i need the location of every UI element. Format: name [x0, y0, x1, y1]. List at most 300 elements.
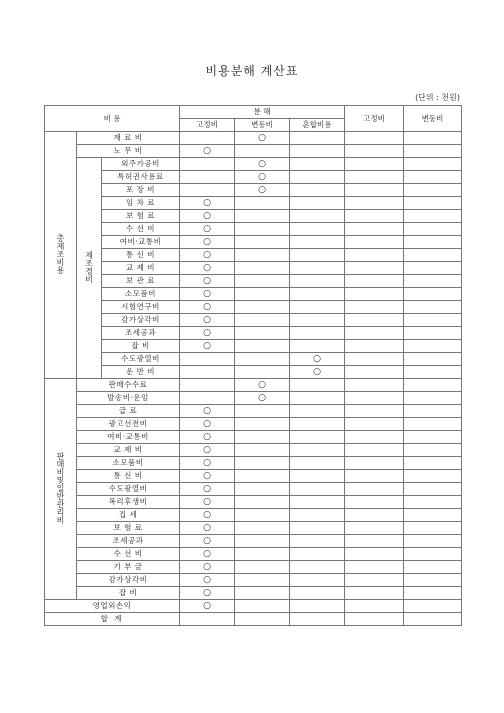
table-row [45, 145, 462, 158]
cell-variable[interactable] [235, 314, 290, 327]
cell-fixed[interactable] [180, 600, 235, 613]
cell-variable[interactable] [235, 379, 290, 392]
cell-fixed-total[interactable] [345, 522, 404, 535]
cell-variable-total[interactable] [404, 418, 462, 431]
table-row [45, 301, 462, 314]
cell-variable-total[interactable] [404, 496, 462, 509]
row-label: 수 선 비 [102, 223, 180, 236]
cell-variable-total[interactable] [404, 587, 462, 600]
cell-fixed-total[interactable] [345, 158, 404, 171]
total-cell-mixed[interactable] [290, 613, 345, 626]
cell-fixed[interactable] [180, 418, 235, 431]
row-label: 감가상각비 [77, 574, 180, 587]
cell-variable-total[interactable] [404, 249, 462, 262]
cell-fixed-total[interactable] [345, 496, 404, 509]
cell-fixed[interactable] [180, 236, 235, 249]
cell-fixed-total[interactable] [345, 249, 404, 262]
cell-fixed[interactable] [180, 275, 235, 288]
cell-mixed[interactable] [290, 548, 345, 561]
circle-mark-icon: ○ [203, 223, 211, 234]
cell-variable-total[interactable] [404, 392, 462, 405]
table-row [45, 470, 462, 483]
cell-fixed[interactable] [180, 353, 235, 366]
cell-mixed[interactable] [290, 353, 345, 366]
cell-mixed[interactable] [290, 340, 345, 353]
cell-fixed-total[interactable] [345, 535, 404, 548]
table-row [45, 457, 462, 470]
table-row [45, 223, 462, 236]
circle-mark-icon: ○ [258, 171, 266, 182]
table-row [45, 314, 462, 327]
cell-fixed[interactable] [180, 145, 235, 158]
circle-mark-icon: ○ [258, 132, 266, 143]
cell-fixed-total[interactable] [345, 366, 404, 379]
circle-mark-icon: ○ [203, 600, 211, 611]
cell-variable-total[interactable] [404, 132, 462, 145]
cell-fixed-total[interactable] [345, 275, 404, 288]
row-label: 교 제 비 [77, 444, 180, 457]
row-label: 보 험 료 [77, 522, 180, 535]
cell-fixed-total[interactable] [345, 379, 404, 392]
cell-mixed[interactable] [290, 197, 345, 210]
table-row [45, 184, 462, 197]
table-row [45, 418, 462, 431]
cell-variable-total[interactable] [404, 223, 462, 236]
cell-fixed-total[interactable] [345, 223, 404, 236]
cell-variable[interactable] [235, 353, 290, 366]
cell-fixed[interactable] [180, 327, 235, 340]
circle-mark-icon: ○ [203, 431, 211, 442]
circle-mark-icon: ○ [203, 574, 211, 585]
cell-fixed-total[interactable] [345, 145, 404, 158]
table-row [45, 366, 462, 379]
group-label: 제조경비 [85, 251, 93, 284]
row-label: 감가상각비 [102, 314, 180, 327]
circle-mark-icon: ○ [203, 548, 211, 559]
cell-mixed[interactable] [290, 600, 345, 613]
cell-variable-total[interactable] [404, 197, 462, 210]
cell-variable-total[interactable] [404, 444, 462, 457]
cell-variable[interactable] [235, 405, 290, 418]
cell-variable[interactable] [235, 301, 290, 314]
cell-fixed[interactable] [180, 405, 235, 418]
table-row [45, 535, 462, 548]
circle-mark-icon: ○ [203, 145, 211, 156]
row-label: 수 선 비 [77, 548, 180, 561]
row-label: 조세공과 [77, 535, 180, 548]
cell-fixed[interactable] [180, 548, 235, 561]
total-cell-variable[interactable] [235, 613, 290, 626]
cell-fixed[interactable] [180, 483, 235, 496]
row-label: 외주가공비 [102, 158, 180, 171]
row-label: 교 제 비 [102, 262, 180, 275]
cell-mixed[interactable] [290, 457, 345, 470]
row-label: 급 료 [77, 405, 180, 418]
row-label: 재 료 비 [77, 132, 180, 145]
cell-fixed[interactable] [180, 392, 235, 405]
cell-mixed[interactable] [290, 379, 345, 392]
cell-fixed[interactable] [180, 431, 235, 444]
cell-mixed[interactable] [290, 561, 345, 574]
cell-variable[interactable] [235, 483, 290, 496]
cell-variable[interactable] [235, 236, 290, 249]
row-label: 판매수수료 [77, 379, 180, 392]
cell-fixed-total[interactable] [345, 483, 404, 496]
cell-fixed[interactable] [180, 249, 235, 262]
row-label: 발송비·운임 [77, 392, 180, 405]
table-row [45, 483, 462, 496]
cell-variable[interactable] [235, 249, 290, 262]
cell-fixed-total[interactable] [345, 327, 404, 340]
table-row [45, 262, 462, 275]
cell-fixed[interactable] [180, 574, 235, 587]
cell-variable-total[interactable] [404, 431, 462, 444]
row-label: 특허권사용료 [102, 171, 180, 184]
cell-mixed[interactable] [290, 158, 345, 171]
cell-variable[interactable] [235, 496, 290, 509]
circle-mark-icon: ○ [203, 314, 211, 325]
cell-variable[interactable] [235, 509, 290, 522]
cell-fixed[interactable] [180, 197, 235, 210]
cell-fixed[interactable] [180, 210, 235, 223]
cell-fixed[interactable] [180, 340, 235, 353]
circle-mark-icon: ○ [203, 197, 211, 208]
cell-fixed[interactable] [180, 223, 235, 236]
header-fixed-total: 고정비 [345, 106, 404, 132]
row-label: 여비·교통비 [102, 236, 180, 249]
cell-mixed[interactable] [290, 262, 345, 275]
cell-variable-total[interactable] [404, 353, 462, 366]
circle-mark-icon: ○ [203, 444, 211, 455]
cell-fixed-total[interactable] [345, 171, 404, 184]
cell-fixed-total[interactable] [345, 392, 404, 405]
cell-mixed[interactable] [290, 314, 345, 327]
cell-variable-total[interactable] [404, 184, 462, 197]
cell-variable-total[interactable] [404, 457, 462, 470]
cell-fixed-total[interactable] [345, 301, 404, 314]
header-fixed: 고정비 [180, 119, 235, 132]
cell-fixed[interactable] [180, 470, 235, 483]
circle-mark-icon: ○ [203, 236, 211, 247]
circle-mark-icon: ○ [313, 366, 321, 377]
circle-mark-icon: ○ [203, 418, 211, 429]
table-row [45, 236, 462, 249]
cell-variable[interactable] [235, 418, 290, 431]
cell-mixed[interactable] [290, 132, 345, 145]
cell-variable-total[interactable] [404, 535, 462, 548]
cell-fixed[interactable] [180, 535, 235, 548]
table-row [45, 171, 462, 184]
cell-fixed-total[interactable] [345, 314, 404, 327]
circle-mark-icon: ○ [203, 288, 211, 299]
cell-fixed[interactable] [180, 587, 235, 600]
total-cell-fixed[interactable] [180, 613, 235, 626]
cell-fixed-total[interactable] [345, 197, 404, 210]
cell-mixed[interactable] [290, 236, 345, 249]
cell-mixed[interactable] [290, 392, 345, 405]
row-label: 잡 비 [102, 340, 180, 353]
cell-variable-total[interactable] [404, 600, 462, 613]
cell-mixed[interactable] [290, 444, 345, 457]
cell-mixed[interactable] [290, 210, 345, 223]
circle-mark-icon: ○ [203, 561, 211, 572]
cell-mixed[interactable] [290, 405, 345, 418]
cell-variable[interactable] [235, 288, 290, 301]
cell-variable[interactable] [235, 522, 290, 535]
cell-variable-total[interactable] [404, 561, 462, 574]
row-label: 복리후생비 [77, 496, 180, 509]
circle-mark-icon: ○ [203, 262, 211, 273]
cell-variable[interactable] [235, 262, 290, 275]
table-row [45, 574, 462, 587]
cell-mixed[interactable] [290, 496, 345, 509]
cell-fixed[interactable] [180, 301, 235, 314]
row-label: 임 차 료 [102, 197, 180, 210]
group-label: 총제조비용 [56, 234, 65, 275]
cell-fixed[interactable] [180, 288, 235, 301]
cell-variable-total[interactable] [404, 145, 462, 158]
cell-variable[interactable] [235, 366, 290, 379]
circle-mark-icon: ○ [203, 275, 211, 286]
row-label: 노 무 비 [77, 145, 180, 158]
cell-variable-total[interactable] [404, 210, 462, 223]
group-label: 판매비및일반관리비 [56, 452, 65, 525]
cell-mixed[interactable] [290, 327, 345, 340]
cell-fixed[interactable] [180, 496, 235, 509]
cell-variable-total[interactable] [404, 158, 462, 171]
cell-fixed-total[interactable] [345, 470, 404, 483]
circle-mark-icon: ○ [258, 392, 266, 403]
cell-variable[interactable] [235, 457, 290, 470]
cell-variable[interactable] [235, 327, 290, 340]
cell-mixed[interactable] [290, 509, 345, 522]
table-row [45, 158, 462, 171]
row-label: 집 세 [77, 509, 180, 522]
cell-fixed-total[interactable] [345, 444, 404, 457]
total-row [45, 613, 462, 626]
circle-mark-icon: ○ [203, 483, 211, 494]
cell-fixed-total[interactable] [345, 587, 404, 600]
cell-fixed-total[interactable] [345, 132, 404, 145]
cell-mixed[interactable] [290, 535, 345, 548]
cell-mixed[interactable] [290, 171, 345, 184]
cell-mixed[interactable] [290, 366, 345, 379]
cell-variable[interactable] [235, 600, 290, 613]
row-label: 영업외손익 [45, 600, 180, 613]
table-row [45, 327, 462, 340]
table-row [45, 444, 462, 457]
header-decomposition: 분 해 [180, 106, 345, 119]
cell-mixed[interactable] [290, 249, 345, 262]
row-label: 포 장 비 [102, 184, 180, 197]
cell-mixed[interactable] [290, 431, 345, 444]
cell-fixed-total[interactable] [345, 561, 404, 574]
row-label: 잡 비 [77, 587, 180, 600]
cell-fixed[interactable] [180, 132, 235, 145]
cell-fixed[interactable] [180, 457, 235, 470]
cell-fixed[interactable] [180, 158, 235, 171]
circle-mark-icon: ○ [203, 509, 211, 520]
circle-mark-icon: ○ [203, 496, 211, 507]
cell-fixed-total[interactable] [345, 288, 404, 301]
cell-variable-total[interactable] [404, 340, 462, 353]
circle-mark-icon: ○ [258, 158, 266, 169]
cell-variable[interactable] [235, 535, 290, 548]
cell-fixed-total[interactable] [345, 184, 404, 197]
cell-mixed[interactable] [290, 223, 345, 236]
cell-fixed[interactable] [180, 366, 235, 379]
cell-variable[interactable] [235, 561, 290, 574]
cell-variable[interactable] [235, 431, 290, 444]
row-label: 수도광열비 [102, 353, 180, 366]
row-label: 광고선전비 [77, 418, 180, 431]
circle-mark-icon: ○ [203, 587, 211, 598]
cell-mixed[interactable] [290, 275, 345, 288]
cell-fixed[interactable] [180, 522, 235, 535]
cell-variable-total[interactable] [404, 301, 462, 314]
cell-fixed[interactable] [180, 171, 235, 184]
cell-variable-total[interactable] [404, 522, 462, 535]
cell-fixed[interactable] [180, 262, 235, 275]
cell-mixed[interactable] [290, 574, 345, 587]
cell-mixed[interactable] [290, 483, 345, 496]
cell-fixed-total[interactable] [345, 353, 404, 366]
row-label: 기 부 금 [77, 561, 180, 574]
cell-variable-total[interactable] [404, 483, 462, 496]
cell-variable[interactable] [235, 340, 290, 353]
cell-fixed-total[interactable] [345, 236, 404, 249]
table-row [45, 509, 462, 522]
row-label: 조세공과 [102, 327, 180, 340]
circle-mark-icon: ○ [203, 327, 211, 338]
cell-fixed-total[interactable] [345, 574, 404, 587]
header-variable: 변동비 [235, 119, 290, 132]
circle-mark-icon: ○ [203, 535, 211, 546]
cell-fixed[interactable] [180, 444, 235, 457]
cell-variable[interactable] [235, 145, 290, 158]
cell-fixed[interactable] [180, 509, 235, 522]
cell-mixed[interactable] [290, 288, 345, 301]
circle-mark-icon: ○ [313, 353, 321, 364]
table-row [45, 405, 462, 418]
cell-variable[interactable] [235, 210, 290, 223]
cell-variable-total[interactable] [404, 262, 462, 275]
cell-variable-total[interactable] [404, 379, 462, 392]
cell-variable[interactable] [235, 392, 290, 405]
row-label: 소모품비 [102, 288, 180, 301]
table-row [45, 249, 462, 262]
circle-mark-icon: ○ [258, 184, 266, 195]
cell-fixed-total[interactable] [345, 509, 404, 522]
cell-mixed[interactable] [290, 145, 345, 158]
table-row [45, 392, 462, 405]
table-row [45, 548, 462, 561]
cell-variable[interactable] [235, 470, 290, 483]
row-label: 통 신 비 [77, 470, 180, 483]
table-row [45, 288, 462, 301]
table-row [45, 210, 462, 223]
cell-variable[interactable] [235, 171, 290, 184]
table-row [45, 600, 462, 613]
cell-variable[interactable] [235, 223, 290, 236]
cell-variable-total[interactable] [404, 405, 462, 418]
cell-variable[interactable] [235, 444, 290, 457]
unit-label: (단위 : 천원) [415, 93, 460, 102]
cell-fixed[interactable] [180, 561, 235, 574]
row-label: 운 반 비 [102, 366, 180, 379]
cell-fixed-total[interactable] [345, 418, 404, 431]
page-title: 비용분해 계산표 [205, 64, 299, 78]
cell-variable[interactable] [235, 158, 290, 171]
total-cell-variable-total[interactable] [404, 613, 462, 626]
cost-decomposition-table [44, 105, 462, 626]
cell-variable[interactable] [235, 132, 290, 145]
cell-variable-total[interactable] [404, 314, 462, 327]
cell-variable[interactable] [235, 587, 290, 600]
table-row [45, 561, 462, 574]
cell-variable[interactable] [235, 197, 290, 210]
cell-fixed-total[interactable] [345, 210, 404, 223]
cell-mixed[interactable] [290, 522, 345, 535]
cell-variable-total[interactable] [404, 470, 462, 483]
header-variable-total: 변동비 [404, 106, 462, 132]
cell-fixed[interactable] [180, 314, 235, 327]
table-row [45, 275, 462, 288]
cell-fixed-total[interactable] [345, 600, 404, 613]
cell-variable[interactable] [235, 548, 290, 561]
cell-variable-total[interactable] [404, 548, 462, 561]
cell-fixed-total[interactable] [345, 340, 404, 353]
circle-mark-icon: ○ [203, 470, 211, 481]
cell-fixed-total[interactable] [345, 405, 404, 418]
cell-fixed-total[interactable] [345, 457, 404, 470]
cell-variable[interactable] [235, 184, 290, 197]
cell-variable[interactable] [235, 574, 290, 587]
cell-variable-total[interactable] [404, 574, 462, 587]
circle-mark-icon: ○ [203, 340, 211, 351]
row-label: 통 신 비 [102, 249, 180, 262]
cell-fixed-total[interactable] [345, 262, 404, 275]
cell-mixed[interactable] [290, 301, 345, 314]
cell-variable-total[interactable] [404, 288, 462, 301]
cell-mixed[interactable] [290, 587, 345, 600]
cell-fixed[interactable] [180, 379, 235, 392]
header-item: 비 용 [45, 106, 180, 132]
total-cell-fixed-total[interactable] [345, 613, 404, 626]
cell-variable-total[interactable] [404, 509, 462, 522]
circle-mark-icon: ○ [203, 249, 211, 260]
circle-mark-icon: ○ [203, 522, 211, 533]
row-label: 시험연구비 [102, 301, 180, 314]
cell-variable[interactable] [235, 275, 290, 288]
cell-mixed[interactable] [290, 418, 345, 431]
circle-mark-icon: ○ [258, 379, 266, 390]
cell-variable-total[interactable] [404, 236, 462, 249]
cell-variable-total[interactable] [404, 275, 462, 288]
total-label: 합 계 [45, 613, 180, 626]
cell-fixed-total[interactable] [345, 548, 404, 561]
table-row [45, 431, 462, 444]
cell-variable-total[interactable] [404, 327, 462, 340]
cell-mixed[interactable] [290, 470, 345, 483]
cell-variable-total[interactable] [404, 171, 462, 184]
table-row [45, 132, 462, 145]
cell-fixed[interactable] [180, 184, 235, 197]
cell-fixed-total[interactable] [345, 431, 404, 444]
cell-variable-total[interactable] [404, 366, 462, 379]
row-label: 여비·교통비 [77, 431, 180, 444]
cell-mixed[interactable] [290, 184, 345, 197]
